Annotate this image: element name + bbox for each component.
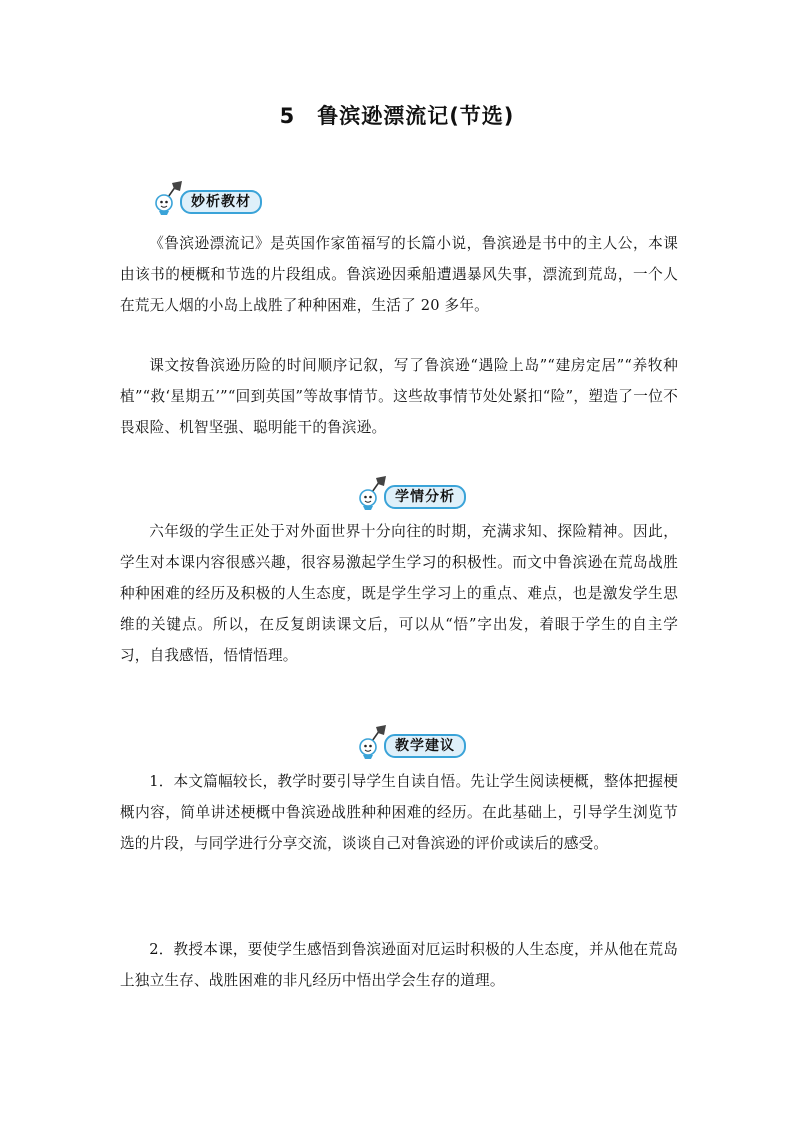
- mascot-with-flag-icon: [354, 475, 390, 511]
- section-header-3: [354, 724, 466, 760]
- paragraph: 六年级的学生正处于对外面世界十分向往的时期，充满求知、探险精神。因此，学生对本课内容很感兴趣，很容易激起学生学习的积极性。而文中鲁滨逊在荒岛战胜种种困难的经历及积极的人生态度，既是学生学习上的重点、难点，也是激发学生思维的关键点。所以，在反复朗读课文后，可以从“悟”字出发，着眼于学生的自主学习，自我感悟，悟情悟理。: [120, 523, 678, 664]
- mascot-with-flag-icon: [354, 724, 390, 760]
- lesson-title: 鲁滨逊漂流记(节选): [317, 104, 515, 128]
- page-title: [0, 100, 794, 130]
- paragraph: 课文按鲁滨逊历险的时间顺序记叙，写了鲁滨逊“遇险上岛”“建房定居”“养牧种植”“救‘星期五’”“回到英国”等故事情节。这些故事情节处处紧扣“险”，塑造了一位不畏艰险、机智坚强、聪明能干的鲁滨逊。: [120, 357, 678, 436]
- lesson-number: 5: [279, 104, 296, 128]
- section-header-1: [150, 180, 262, 216]
- paragraph: 2．教授本课，要使学生感悟到鲁滨逊面对厄运时积极的人生态度，并从他在荒岛上独立生存、战胜困难的非凡经历中悟出学会生存的道理。: [120, 941, 678, 989]
- section-heading-tag: 妙析教材: [180, 190, 262, 214]
- paragraph: 1．本文篇幅较长，教学时要引导学生自读自悟。先让学生阅读梗概，整体把握梗概内容，简单讲述梗概中鲁滨逊战胜种种困难的经历。在此基础上，引导学生浏览节选的片段，与同学进行分享交流，谈谈自己对鲁滨逊的评价或读后的感受。: [120, 773, 678, 852]
- section-heading-tag: 学情分析: [384, 485, 466, 509]
- mascot-with-flag-icon: [150, 180, 186, 216]
- section-header-2: [354, 475, 466, 511]
- section-heading-tag: 教学建议: [384, 734, 466, 758]
- paragraph: 《鲁滨逊漂流记》是英国作家笛福写的长篇小说，鲁滨逊是书中的主人公，本课由该书的梗概和节选的片段组成。鲁滨逊因乘船遭遇暴风失事，漂流到荒岛，一个人在荒无人烟的小岛上战胜了种种困难，生活了 20 多年。: [120, 235, 678, 314]
